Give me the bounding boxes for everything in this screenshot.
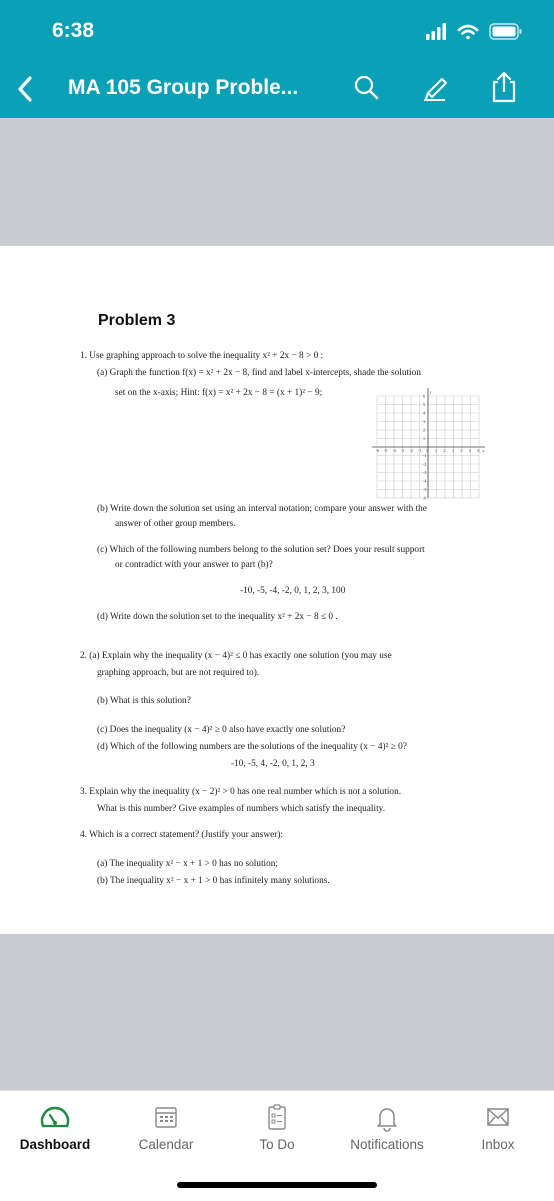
share-button[interactable]: [489, 70, 519, 109]
y-tick-label: -1: [423, 453, 427, 458]
wifi-icon: [459, 26, 477, 39]
text-line: (b) What is this solution?: [97, 696, 191, 706]
x-tick-label: -5: [384, 448, 388, 453]
text-line: (b) The inequality x² − x + 1 > 0 has infinitely many solutions.: [97, 876, 330, 886]
tab-notifications[interactable]: [332, 1091, 442, 1171]
y-tick-label: -4: [423, 478, 427, 484]
text-line: set on the x-axis; Hint: f(x) = x² + 2x − 8 = (x + 1)² − 9;: [115, 388, 323, 398]
share-icon: [489, 70, 519, 104]
x-tick-label: -2: [409, 448, 413, 453]
text-line: (c) Which of the following numbers belong to the solution set? Does your result support: [97, 545, 425, 555]
status-time: 6:38: [52, 19, 95, 42]
battery-icon: [490, 24, 522, 39]
text-line: -10, -5, -4, -2, 0, 1, 2, 3, 100: [240, 586, 346, 596]
chevron-left-icon: [16, 74, 34, 104]
tab-todo[interactable]: [222, 1091, 332, 1171]
y-tick-label: 5: [423, 402, 425, 407]
tab-dashboard[interactable]: [0, 1091, 110, 1171]
tab-label: Dashboard: [19, 1137, 91, 1152]
text-line: 3. Explain why the inequality (x − 2)² > 0 has one real number which is not a solution.: [80, 787, 402, 797]
text-line: 2. (a) Explain why the inequality (x − 4)² ≤ 0 has exactly one solution (you may use: [80, 651, 392, 661]
back-button[interactable]: [16, 74, 34, 109]
y-tick-label: -5: [423, 487, 427, 492]
annotate-button[interactable]: [421, 72, 451, 107]
nav-bar: [0, 70, 554, 110]
text-line: or contradict with your answer to part (b)?: [115, 560, 273, 570]
y-tick-label: 1: [423, 436, 425, 441]
x-tick-label: -6: [375, 448, 379, 453]
text-line: What is this number? Give examples of numbers which satisfy the inequality.: [97, 804, 386, 814]
page-title: MA 105 Group Proble...: [68, 76, 299, 99]
x-tick-label: -3: [401, 448, 405, 453]
text-line: (b) Write down the solution set using an interval notation; compare your answer with the: [97, 504, 427, 514]
status-icons: [426, 22, 526, 49]
y-tick-label: -3: [423, 470, 427, 475]
pen-icon: [421, 72, 451, 102]
tab-label: Calendar: [138, 1137, 194, 1152]
x-tick-label: 2: [443, 448, 446, 453]
text-line: 1. Use graphing approach to solve the inequality x² + 2x − 8 > 0 :: [80, 351, 324, 361]
x-tick-label: -4: [392, 448, 396, 453]
x-tick-label: 5: [469, 448, 471, 453]
y-tick-label: 4: [423, 410, 425, 416]
calendar-icon: [153, 1104, 179, 1130]
inbox-icon: [485, 1104, 511, 1130]
todo-icon: [264, 1104, 290, 1132]
y-axis-label: y: [429, 389, 432, 395]
x-tick-label: -1: [418, 448, 422, 453]
text-line: 4. Which is a correct statement? (Justify your answer):: [80, 830, 284, 840]
text-line: -10, -5, 4, -2, 0, 1, 2, 3: [231, 759, 315, 769]
text-line: (c) Does the inequality (x − 4)² ≥ 0 also have exactly one solution?: [97, 725, 346, 735]
dashboard-icon: [38, 1104, 72, 1130]
problem-title: Problem 3: [98, 312, 176, 329]
search-button[interactable]: [352, 72, 380, 107]
tab-inbox[interactable]: [443, 1091, 553, 1171]
y-tick-label: -6: [423, 495, 427, 501]
signal-icon: [426, 23, 446, 40]
text-line: graphing approach, but are not required to).: [97, 668, 260, 678]
text-line: (a) Graph the function f(x) = x² + 2x − 8, find and label x-intercepts, shade the solution: [97, 368, 421, 378]
search-icon: [352, 72, 380, 102]
text-line: (d) Which of the following numbers are the solutions of the inequality (x − 4)² ≥ 0?: [97, 742, 407, 752]
x-axis-label: x: [482, 448, 485, 453]
y-tick-label: -2: [423, 461, 427, 467]
tab-label: Notifications: [350, 1137, 424, 1152]
home-indicator: [177, 1182, 377, 1188]
text-line: (d) Write down the solution set to the inequality x² + 2x − 8 ≤ 0 .: [97, 612, 338, 622]
text-line: answer of other group members.: [115, 519, 236, 529]
y-tick-label: 6: [423, 393, 425, 399]
x-tick-label: 1: [435, 448, 437, 453]
x-tick-label: 6: [477, 448, 480, 453]
x-tick-label: 0: [426, 448, 429, 453]
y-tick-label: 3: [423, 419, 425, 424]
coordinate-grid: [370, 386, 490, 506]
y-tick-label: 2: [423, 427, 425, 433]
tab-calendar[interactable]: [111, 1091, 221, 1171]
x-tick-label: 3: [452, 448, 454, 453]
bell-icon: [374, 1104, 400, 1132]
tab-label: To Do: [259, 1137, 295, 1152]
tab-label: Inbox: [481, 1137, 515, 1152]
x-tick-label: 4: [460, 448, 463, 453]
document-page: [0, 246, 554, 934]
text-line: (a) The inequality x² − x + 1 > 0 has no solution;: [97, 859, 279, 869]
top-bar: [0, 0, 554, 118]
